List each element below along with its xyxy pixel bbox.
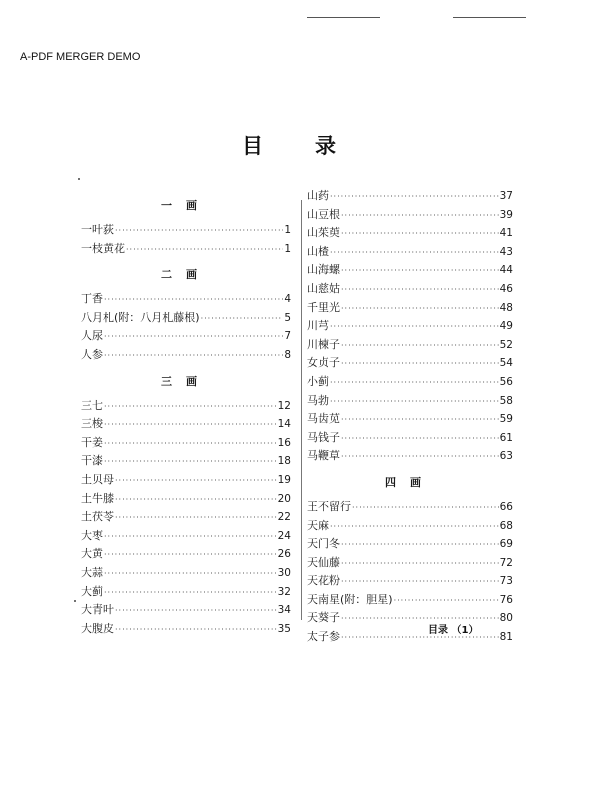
dot-leader xyxy=(126,241,283,260)
entry-page-number: 4 xyxy=(284,293,291,306)
entry-name: 山楂 xyxy=(307,244,329,258)
dot-leader xyxy=(104,546,277,565)
entry-name: 大黄 xyxy=(81,547,103,561)
entry-page-number: 41 xyxy=(499,227,513,240)
toc-entry xyxy=(81,620,291,639)
dot-leader xyxy=(341,225,499,244)
dot-leader xyxy=(341,207,499,226)
toc-entry xyxy=(307,517,513,536)
dot-leader xyxy=(104,435,277,454)
toc-entry xyxy=(307,261,513,280)
toc-right-column xyxy=(307,187,513,647)
dot-leader xyxy=(341,411,499,430)
toc-entry xyxy=(81,471,291,490)
page-footer: 目录 （1） xyxy=(428,625,479,636)
dot-leader xyxy=(341,430,499,449)
toc-entry xyxy=(307,591,513,610)
entry-name: 人尿 xyxy=(81,329,103,343)
toc-left-column xyxy=(81,197,291,638)
toc-entry xyxy=(81,490,291,509)
entry-page-number: 59 xyxy=(499,413,513,426)
entry-page-number: 22 xyxy=(277,511,291,524)
entry-page-number: 16 xyxy=(277,436,291,449)
toc-entry xyxy=(307,336,513,355)
toc-entry xyxy=(81,290,291,309)
dot-leader xyxy=(330,393,499,412)
entry-page-number: 14 xyxy=(277,418,291,431)
dot-leader xyxy=(330,188,499,207)
entry-name: 土茯苓 xyxy=(81,510,114,524)
entry-page-number: 72 xyxy=(499,556,513,569)
entry-page-number: 52 xyxy=(499,338,513,351)
entry-name: 八月札(附：八月札藤根) xyxy=(81,310,200,324)
stroke-count-heading: 一画 xyxy=(161,199,211,212)
dot-leader xyxy=(104,291,283,310)
scan-speck xyxy=(74,600,76,602)
dot-leader xyxy=(115,602,277,621)
toc-entry xyxy=(81,564,291,583)
page-title: 目录 xyxy=(242,134,388,158)
entry-name: 土牛膝 xyxy=(81,491,114,505)
entry-page-number: 39 xyxy=(499,208,513,221)
toc-entry xyxy=(81,545,291,564)
toc-entry xyxy=(81,527,291,546)
toc-entry xyxy=(307,447,513,466)
toc-entry xyxy=(81,397,291,416)
entry-name: 大青叶 xyxy=(81,603,114,617)
entry-page-number: 66 xyxy=(499,500,513,513)
toc-entry xyxy=(307,280,513,299)
dot-leader xyxy=(115,621,277,640)
entry-name: 马钱子 xyxy=(307,430,340,444)
top-rule-right xyxy=(453,17,526,18)
dot-leader xyxy=(330,318,499,337)
entry-name: 川楝子 xyxy=(307,337,340,351)
dot-leader xyxy=(104,416,277,435)
entry-page-number: 63 xyxy=(499,450,513,463)
toc-entry xyxy=(307,317,513,336)
dot-leader xyxy=(330,518,499,537)
entry-name: 大蓟 xyxy=(81,584,103,598)
entry-page-number: 1 xyxy=(284,242,291,255)
entry-name: 小蓟 xyxy=(307,374,329,388)
entry-page-number: 43 xyxy=(499,245,513,258)
toc-entry xyxy=(307,243,513,262)
dot-leader xyxy=(330,244,499,263)
toc-entry xyxy=(307,572,513,591)
toc-entry xyxy=(81,583,291,602)
toc-entry xyxy=(307,373,513,392)
entry-page-number: 76 xyxy=(499,593,513,606)
entry-name: 马齿苋 xyxy=(307,412,340,426)
toc-entry xyxy=(307,498,513,517)
dot-leader xyxy=(341,281,499,300)
entry-name: 干漆 xyxy=(81,454,103,468)
dot-leader xyxy=(115,491,277,510)
toc-entry xyxy=(81,415,291,434)
toc-entry xyxy=(307,299,513,318)
entry-name: 川芎 xyxy=(307,319,329,333)
dot-leader xyxy=(341,448,499,467)
dot-leader xyxy=(104,453,277,472)
entry-name: 马勃 xyxy=(307,393,329,407)
dot-leader xyxy=(115,222,283,241)
watermark: A-PDF MERGER DEMO xyxy=(20,51,141,63)
entry-page-number: 61 xyxy=(499,431,513,444)
toc-entry xyxy=(307,392,513,411)
entry-name: 一叶荻 xyxy=(81,223,114,236)
toc-entry xyxy=(307,554,513,573)
dot-leader xyxy=(352,499,499,518)
dot-leader xyxy=(341,300,499,319)
entry-page-number: 56 xyxy=(499,375,513,388)
dot-leader xyxy=(394,592,499,611)
entry-name: 山海螺 xyxy=(307,263,340,277)
entry-name: 干姜 xyxy=(81,435,103,449)
toc-entry xyxy=(307,410,513,429)
entry-page-number: 46 xyxy=(499,282,513,295)
entry-name: 山豆根 xyxy=(307,207,340,221)
entry-page-number: 35 xyxy=(277,622,291,635)
dot-leader xyxy=(104,328,283,347)
entry-page-number: 7 xyxy=(284,330,291,343)
entry-name: 王不留行 xyxy=(307,499,351,513)
entry-page-number: 30 xyxy=(277,566,291,579)
dot-leader xyxy=(104,528,277,547)
entry-page-number: 19 xyxy=(277,473,291,486)
entry-page-number: 20 xyxy=(277,492,291,505)
toc-entry xyxy=(81,221,291,240)
entry-name: 大蒜 xyxy=(81,565,103,579)
entry-name: 太子参 xyxy=(307,630,340,644)
entry-page-number: 26 xyxy=(277,548,291,561)
entry-name: 千里光 xyxy=(307,300,340,314)
top-rule-left xyxy=(307,17,380,18)
toc-entry xyxy=(307,206,513,225)
entry-page-number: 73 xyxy=(499,575,513,588)
entry-name: 天葵子 xyxy=(307,611,340,625)
entry-page-number: 48 xyxy=(499,301,513,314)
stroke-count-heading: 四画 xyxy=(385,475,435,489)
entry-name: 天花粉 xyxy=(307,574,340,588)
entry-page-number: 37 xyxy=(499,190,513,202)
toc-entry xyxy=(81,452,291,471)
entry-page-number: 54 xyxy=(499,357,513,370)
dot-leader xyxy=(341,555,499,574)
toc-entry xyxy=(81,240,291,259)
stroke-count-heading: 二画 xyxy=(161,268,211,282)
entry-page-number: 24 xyxy=(277,529,291,542)
dot-leader xyxy=(201,310,284,329)
toc-entry xyxy=(307,535,513,554)
column-divider xyxy=(301,200,302,620)
scan-speck xyxy=(78,178,80,180)
entry-name: 天麻 xyxy=(307,518,329,532)
toc-entry xyxy=(307,628,513,647)
toc-entry xyxy=(81,346,291,365)
entry-page-number: 81 xyxy=(499,631,513,644)
toc-entry xyxy=(81,327,291,346)
toc-entry xyxy=(307,187,513,206)
toc-entry xyxy=(307,429,513,448)
entry-name: 山慈姑 xyxy=(307,281,340,295)
toc-entry xyxy=(81,434,291,453)
dot-leader xyxy=(104,398,277,417)
entry-name: 大腹皮 xyxy=(81,621,114,635)
entry-page-number: 5 xyxy=(284,311,291,324)
entry-page-number: 58 xyxy=(499,394,513,407)
entry-page-number: 18 xyxy=(277,455,291,468)
toc-entry xyxy=(307,354,513,373)
entry-name: 天南星(附：胆星) xyxy=(307,592,393,606)
dot-leader xyxy=(104,584,277,603)
entry-name: 山茱萸 xyxy=(307,226,340,240)
entry-page-number: 1 xyxy=(284,224,291,236)
dot-leader xyxy=(341,337,499,356)
entry-page-number: 69 xyxy=(499,538,513,551)
toc-entry xyxy=(81,309,291,328)
dot-leader xyxy=(341,355,499,374)
dot-leader xyxy=(115,509,277,528)
entry-name: 三梭 xyxy=(81,417,103,431)
entry-name: 马鞭草 xyxy=(307,449,340,463)
dot-leader xyxy=(104,347,283,366)
entry-name: 土贝母 xyxy=(81,472,114,486)
toc-entry xyxy=(81,508,291,527)
stroke-count-heading: 三画 xyxy=(161,374,211,388)
entry-name: 一枝黄花 xyxy=(81,241,125,255)
dot-leader xyxy=(341,536,499,555)
entry-name: 丁香 xyxy=(81,292,103,306)
entry-name: 女贞子 xyxy=(307,356,340,370)
entry-page-number: 68 xyxy=(499,519,513,532)
entry-name: 三七 xyxy=(81,398,103,412)
toc-entry xyxy=(81,601,291,620)
entry-page-number: 8 xyxy=(284,348,291,361)
entry-page-number: 49 xyxy=(499,320,513,333)
entry-page-number: 80 xyxy=(499,612,513,625)
entry-page-number: 12 xyxy=(277,399,291,412)
toc-entry xyxy=(307,609,513,628)
dot-leader xyxy=(341,573,499,592)
entry-page-number: 34 xyxy=(277,604,291,617)
entry-name: 人参 xyxy=(81,347,103,361)
entry-page-number: 44 xyxy=(499,264,513,277)
dot-leader xyxy=(330,374,499,393)
entry-name: 天门冬 xyxy=(307,537,340,551)
dot-leader xyxy=(115,472,277,491)
entry-name: 天仙藤 xyxy=(307,555,340,569)
toc-entry xyxy=(307,224,513,243)
dot-leader xyxy=(104,565,277,584)
entry-name: 大枣 xyxy=(81,528,103,542)
entry-page-number: 32 xyxy=(277,585,291,598)
entry-name: 山药 xyxy=(307,189,329,202)
dot-leader xyxy=(341,262,499,281)
